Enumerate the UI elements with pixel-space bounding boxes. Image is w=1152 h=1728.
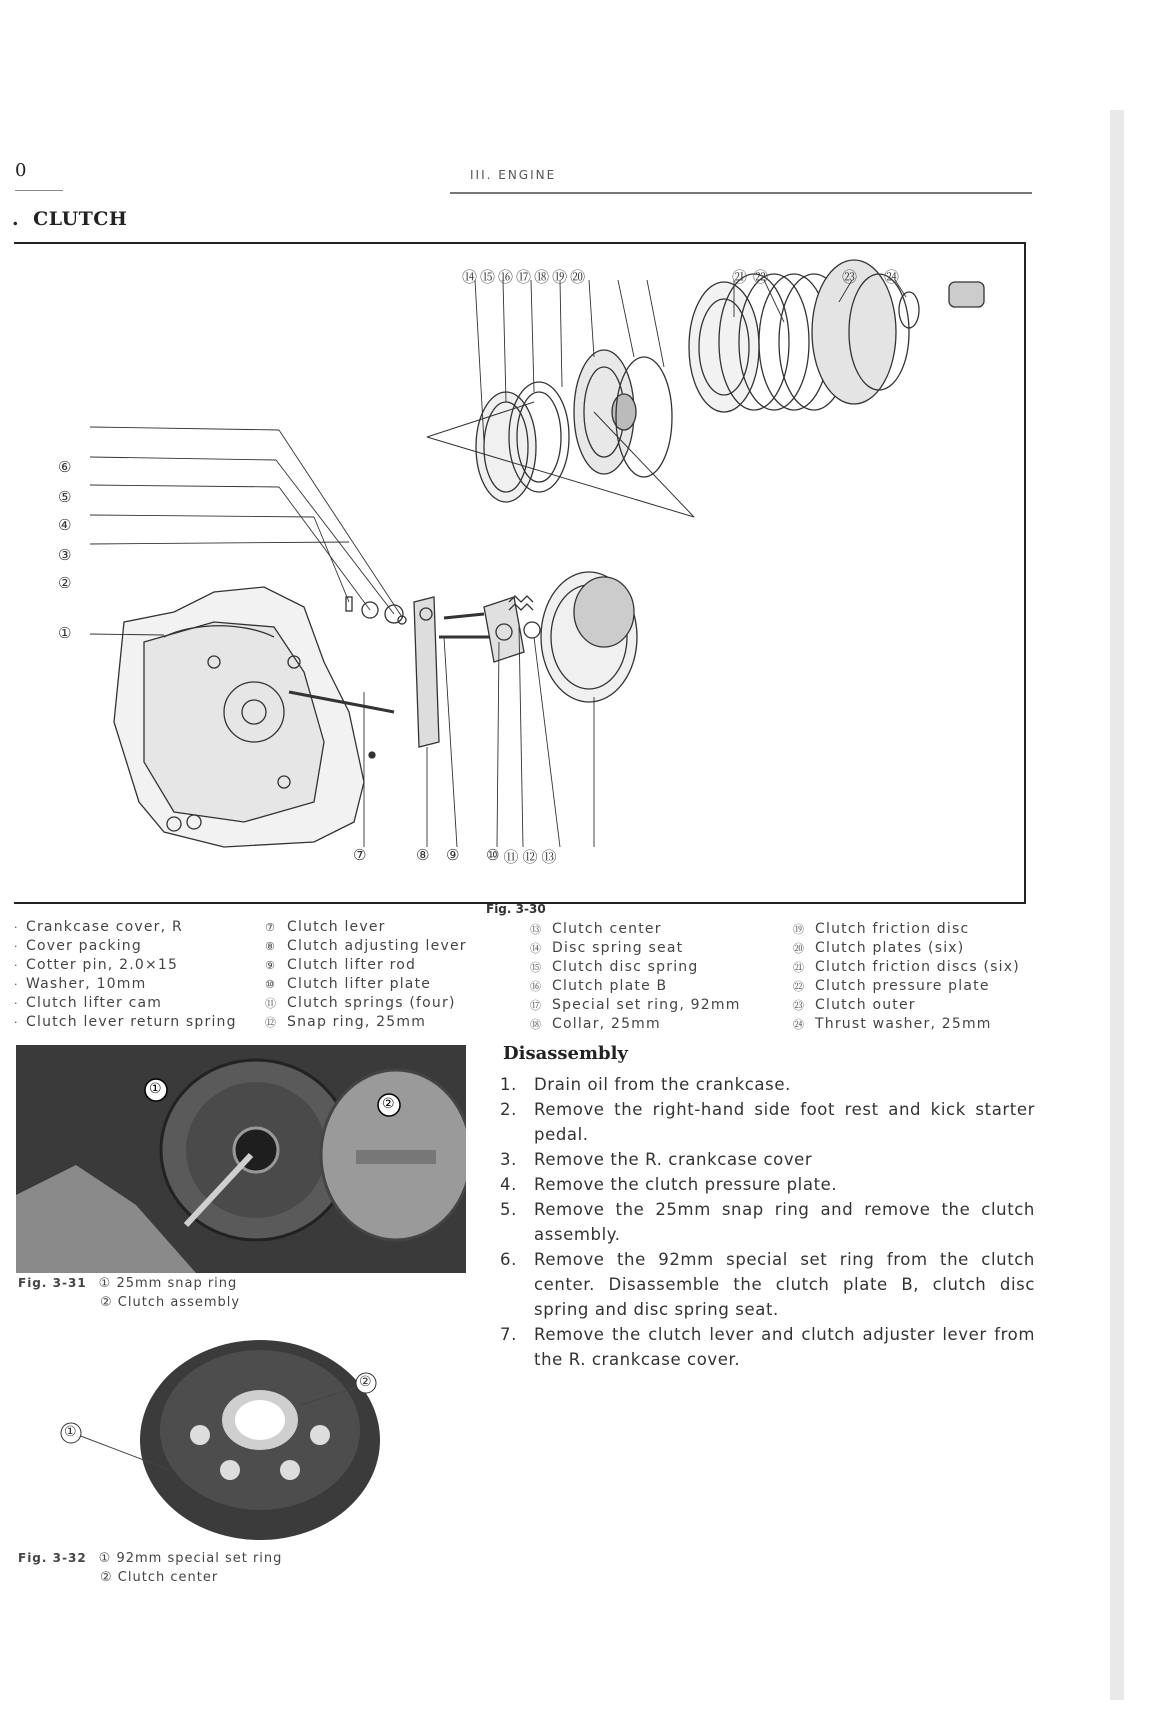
fig-3-32-caption: Fig. 3-32 ① 92mm special set ring ② Clutch center xyxy=(18,1551,283,1585)
header-rule xyxy=(450,192,1032,194)
legend-item: ⑫ Snap ring, 25mm xyxy=(265,1014,427,1030)
legend-column-4 xyxy=(793,920,1020,1034)
section-bullet: . xyxy=(12,208,20,230)
step-item: 7. Remove the clutch lever and clutch adjuster lever from the R. crankcase cover. xyxy=(500,1325,1035,1369)
section-title xyxy=(12,208,127,230)
fig-3-31-photo xyxy=(16,1045,466,1273)
legend-item: ㉒ Clutch pressure plate xyxy=(793,978,990,994)
fig-3-31-label: Fig. 3-31 xyxy=(18,1276,87,1290)
section-title-text: CLUTCH xyxy=(33,208,128,230)
photo-callout-2b: ② xyxy=(359,1374,372,1390)
photo-callout-1: ① xyxy=(149,1081,162,1097)
running-header: III. ENGINE xyxy=(470,168,557,182)
callout-23: ㉓ xyxy=(842,268,858,286)
callout-5: ⑤ xyxy=(58,488,72,506)
fig-3-31-caption: Fig. 3-31 ① 25mm snap ring ② Clutch assembly xyxy=(18,1276,241,1310)
callout-14: ⑭ xyxy=(462,268,478,286)
disassembly-title: Disassembly xyxy=(503,1043,628,1064)
step-item: 5. Remove the 25mm snap ring and remove the clutch assembly. xyxy=(500,1200,1035,1244)
callout-22: ㉒ xyxy=(753,268,769,286)
callout-18: ⑱ xyxy=(534,268,550,286)
legend-item: · Washer, 10mm xyxy=(14,976,147,992)
photo-callout-2: ② xyxy=(382,1096,395,1112)
clutch-center-photo xyxy=(40,1325,420,1545)
legend-item: ⑳ Clutch plates (six) xyxy=(793,940,965,956)
callout-2: ② xyxy=(58,574,72,592)
legend-column-3 xyxy=(530,920,741,1034)
legend-item: · Cotter pin, 2.0×15 xyxy=(14,957,179,973)
clutch-exploded-diagram xyxy=(14,242,1024,900)
callout-13: ⑬ xyxy=(541,848,557,866)
callout-10: ⑩ xyxy=(486,846,500,864)
callout-7: ⑦ xyxy=(353,846,367,864)
fig-3-30-label: Fig. 3-30 xyxy=(486,902,546,916)
callout-12: ⑫ xyxy=(522,848,538,866)
callout-3: ③ xyxy=(58,546,72,564)
callout-19: ⑲ xyxy=(552,268,568,286)
legend-item: ⑱ Collar, 25mm xyxy=(530,1016,661,1032)
step-item: 4. Remove the clutch pressure plate. xyxy=(500,1175,838,1194)
callout-4: ④ xyxy=(58,516,72,534)
callout-15: ⑮ xyxy=(480,268,496,286)
disassembly-steps xyxy=(500,1072,1035,1372)
legend-item: · Cover packing xyxy=(14,938,142,954)
legend-item: ⑨ Clutch lifter rod xyxy=(265,957,417,973)
callout-16: ⑯ xyxy=(498,268,514,286)
callout-21: ㉑ xyxy=(732,268,748,286)
legend-item: ⑯ Clutch plate B xyxy=(530,978,668,994)
callout-24: ㉔ xyxy=(884,268,900,286)
callout-20: ⑳ xyxy=(570,268,586,286)
step-item: 3. Remove the R. crankcase cover xyxy=(500,1150,813,1169)
callout-1: ① xyxy=(58,624,72,642)
callouts-top-left xyxy=(462,266,585,287)
legend-item: ㉔ Thrust washer, 25mm xyxy=(793,1016,992,1032)
step-item: 6. Remove the 92mm special set ring from the clutch center. Disassemble the clutch plate B, clutch disc spring and disc spring seat. xyxy=(500,1250,1035,1319)
legend-column-1 xyxy=(14,918,237,1032)
legend-item: · Clutch lifter cam xyxy=(14,995,163,1011)
page-number-rule xyxy=(15,190,63,191)
legend-item: ㉓ Clutch outer xyxy=(793,997,916,1013)
legend-item: ⑭ Disc spring seat xyxy=(530,940,684,956)
step-item: 1. Drain oil from the crankcase. xyxy=(500,1075,791,1094)
legend-item: · Clutch lever return spring xyxy=(14,1014,237,1030)
photo-callout-1b: ① xyxy=(64,1424,77,1440)
callout-11: ⑪ xyxy=(503,848,519,866)
legend-item: ⑲ Clutch friction disc xyxy=(793,921,970,937)
callout-17: ⑰ xyxy=(516,268,532,286)
legend-column-2 xyxy=(265,918,467,1032)
legend-item: ㉑ Clutch friction discs (six) xyxy=(793,959,1020,975)
legend-item: ⑧ Clutch adjusting lever xyxy=(265,938,467,954)
engine-clutch-photo xyxy=(16,1045,466,1273)
fig-3-32-label: Fig. 3-32 xyxy=(18,1551,87,1565)
callout-8: ⑧ xyxy=(416,846,430,864)
legend-item: ⑩ Clutch lifter plate xyxy=(265,976,432,992)
legend-item: ⑦ Clutch lever xyxy=(265,919,386,935)
page-number: 0 xyxy=(15,160,27,181)
callouts-top-right xyxy=(732,266,768,287)
legend-item: ⑮ Clutch disc spring xyxy=(530,959,699,975)
legend-item: ⑬ Clutch center xyxy=(530,921,662,937)
scan-edge xyxy=(1110,110,1124,1700)
legend-item: · Crankcase cover, R xyxy=(14,919,183,935)
callout-9: ⑨ xyxy=(446,846,460,864)
callout-6: ⑥ xyxy=(58,458,72,476)
legend-item: ⑰ Special set ring, 92mm xyxy=(530,997,741,1013)
step-item: 2. Remove the right-hand side foot rest and kick starter pedal. xyxy=(500,1100,1035,1144)
legend-item: ⑪ Clutch springs (four) xyxy=(265,995,456,1011)
callouts-bottom-right xyxy=(486,846,557,867)
